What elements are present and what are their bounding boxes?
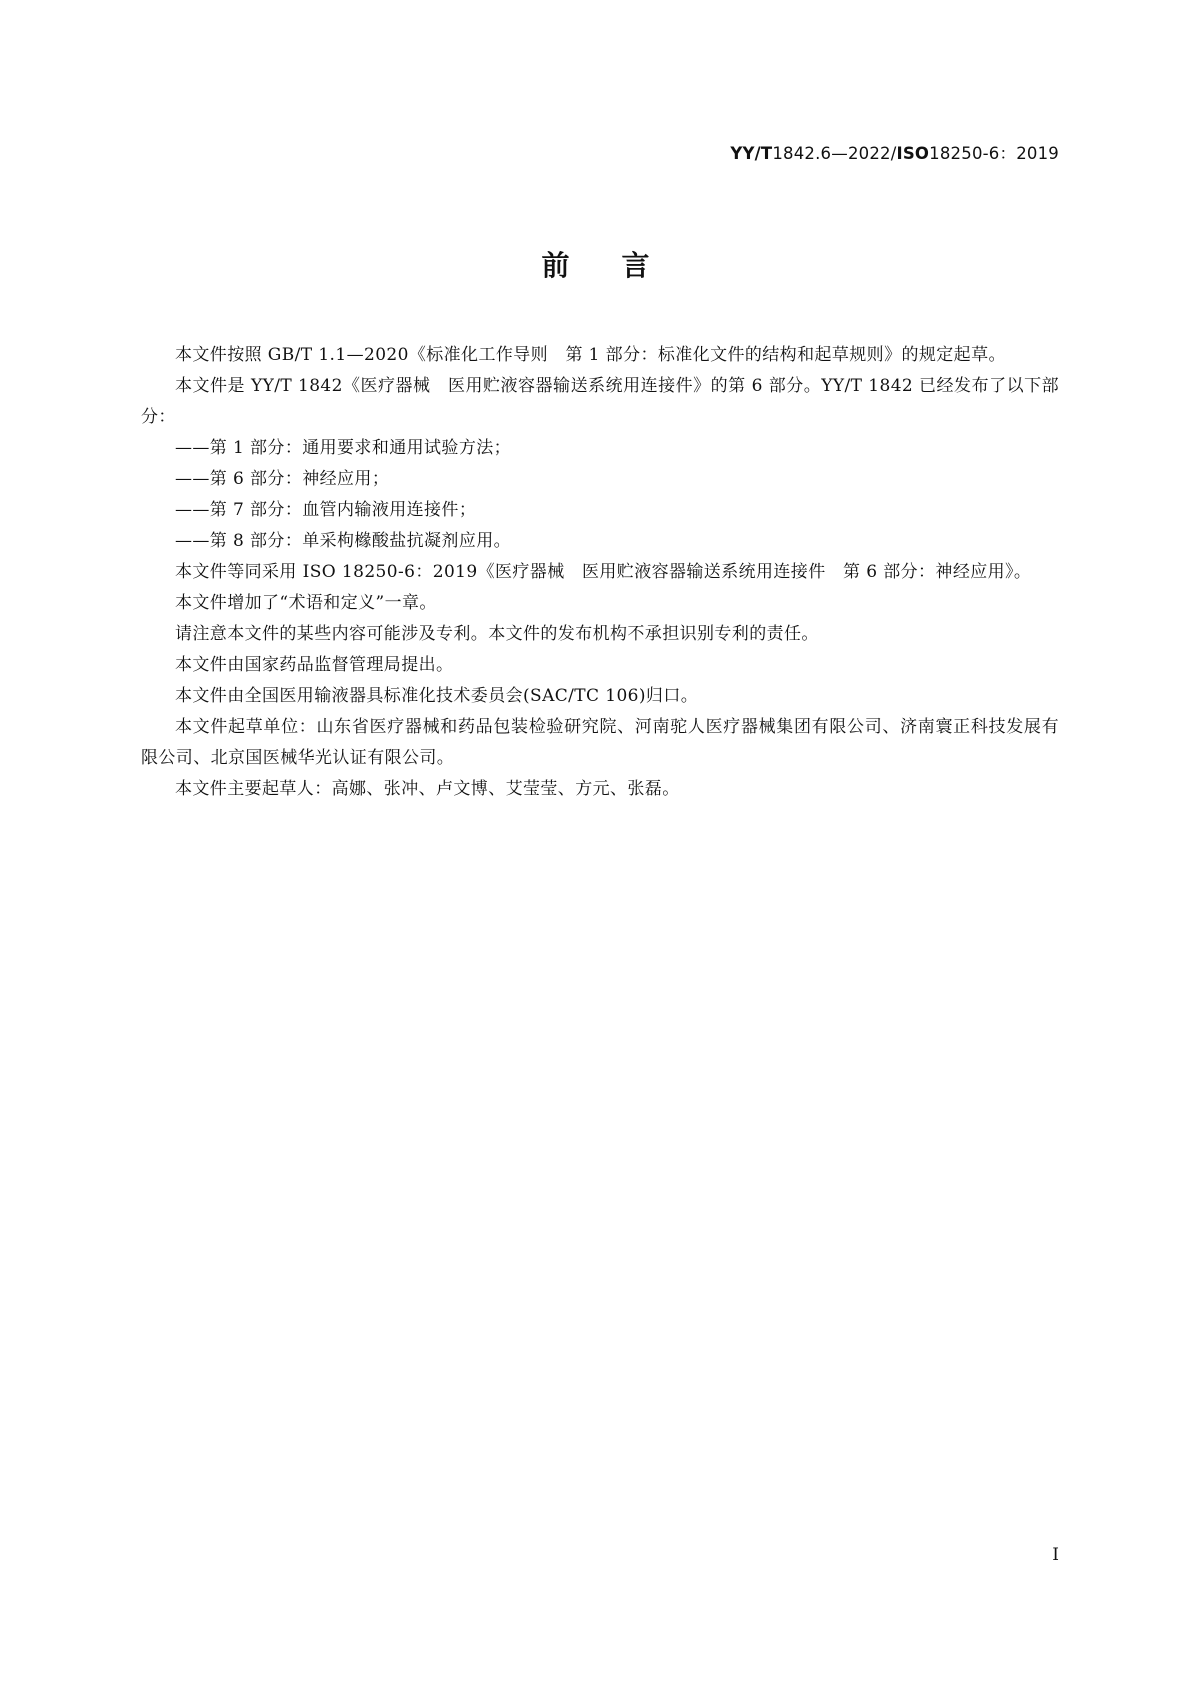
standard-number-header [730,140,1059,164]
paragraph-series-info: 本文件是 YY/T 1842《医疗器械 医用贮液容器输送系统用连接件》的第 6 部分。YY/T 1842 已经发布了以下部分： [141,376,1059,427]
list-item: ——第 1 部分：通用要求和通用试验方法； [175,438,512,458]
paragraph-proposer: 本文件由国家药品监督管理局提出。 [175,655,454,675]
list-item: ——第 7 部分：血管内输液用连接件； [175,500,477,520]
iso-number: 18250-6：2019 [929,144,1059,163]
standard-code: YY/T [730,144,773,163]
paragraph-drafting-rules: 本文件按照 GB/T 1.1—2020《标准化工作导则 第 1 部分：标准化文件的结构和起草规则》的规定起草。 [175,345,1006,365]
paragraph-drafters: 本文件主要起草人：高娜、张冲、卢文博、艾莹莹、方元、张磊。 [175,779,680,799]
list-item: ——第 8 部分：单采枸橼酸盐抗凝剂应用。 [175,531,512,551]
iso-label: ISO [896,144,930,163]
page-title: 前言 [541,249,702,282]
paragraph-drafting-units: 本文件起草单位：山东省医疗器械和药品包装检验研究院、河南驼人医疗器械集团有限公司、济南寰正科技发展有限公司、北京国医械华光认证有限公司。 [141,717,1059,768]
paragraph-patent-notice: 请注意本文件的某些内容可能涉及专利。本文件的发布机构不承担识别专利的责任。 [175,624,819,644]
standard-number: 1842.6—2022/ [772,144,897,163]
paragraph-terms-added: 本文件增加了“术语和定义”一章。 [175,593,437,613]
page-number: I [1052,1545,1059,1565]
list-item: ——第 6 部分：神经应用； [175,469,390,489]
paragraph-iso-adoption: 本文件等同采用 ISO 18250-6：2019《医疗器械 医用贮液容器输送系统用连接件 第 6 部分：神经应用》。 [175,562,1032,582]
paragraph-committee: 本文件由全国医用输液器具标准化技术委员会(SAC/TC 106)归口。 [175,686,699,706]
foreword-body [141,340,1059,805]
